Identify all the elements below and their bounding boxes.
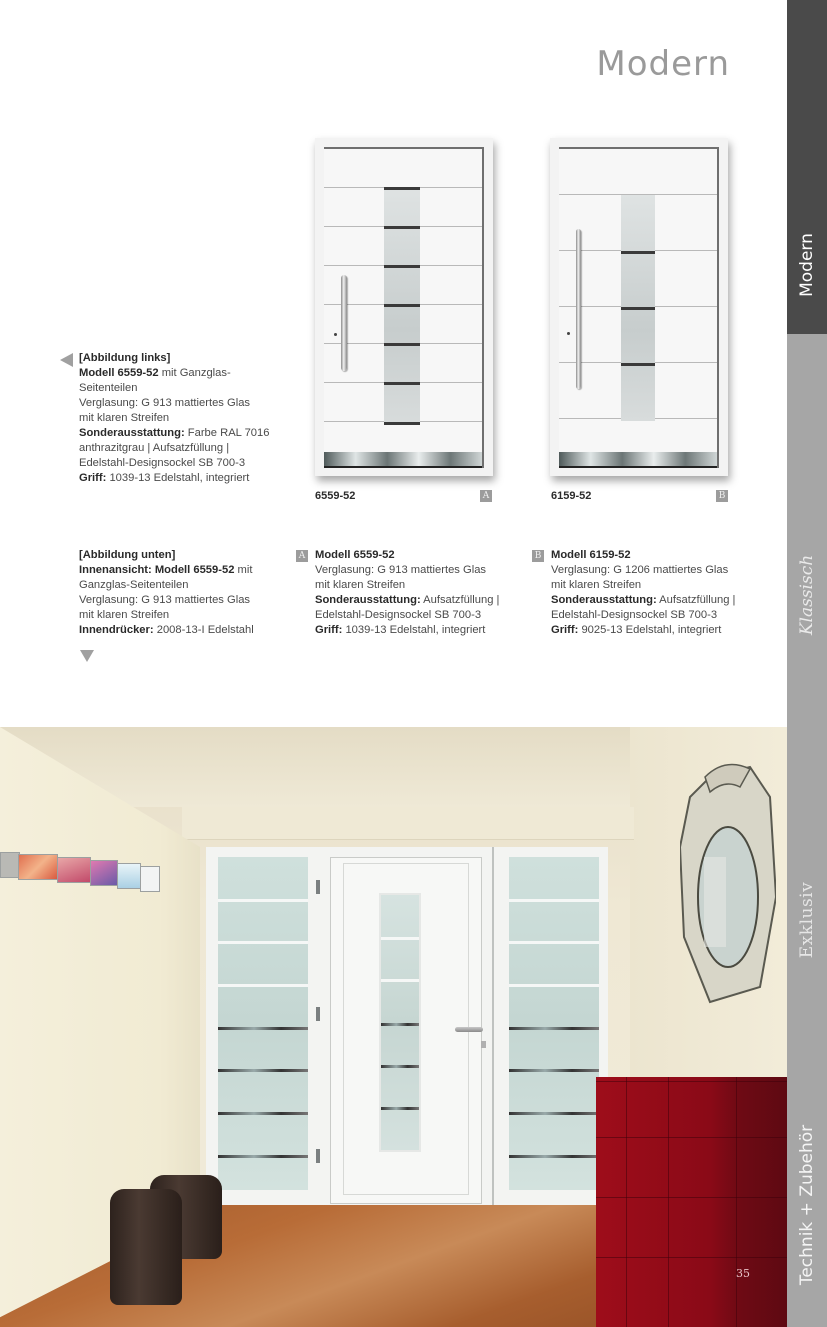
caption-heading: [Abbildung unten] xyxy=(79,549,176,561)
caption-text: Farbe RAL 7016 xyxy=(184,427,270,439)
picture-shelf xyxy=(0,852,165,878)
caption-text: Verglasung: G 913 mattiertes Glas xyxy=(79,594,251,606)
badge-a-desc: A xyxy=(296,550,308,562)
caption-text: Verglasung: G 913 mattiertes Glas xyxy=(79,397,251,409)
door-image-6559-52 xyxy=(315,138,493,476)
caption-label: Griff: xyxy=(315,624,343,636)
entrance-door-frame xyxy=(206,847,608,1207)
hinge xyxy=(316,1149,320,1163)
caption-left xyxy=(79,351,279,486)
caption-text: 1039-13 Edelstahl, integriert xyxy=(106,472,250,484)
caption-label: Innendrücker: xyxy=(79,624,154,636)
model-b-description xyxy=(551,548,766,638)
caption-text: Edelstahl-Designsockel SB 700-3 xyxy=(315,609,482,621)
page-title: Modern xyxy=(596,44,730,84)
door-label-b: 6159-52 xyxy=(551,490,592,502)
caption-label: Griff: xyxy=(79,472,107,484)
page-number: 35 xyxy=(736,1267,750,1280)
caption-text: mit xyxy=(234,564,253,576)
door-handle xyxy=(576,229,581,389)
tab-technik-label: Technik + Zubehör xyxy=(797,1124,817,1286)
caption-text: mit klaren Streifen xyxy=(551,579,642,591)
model-b-title: Modell 6159-52 xyxy=(551,549,631,561)
sidelight-left xyxy=(218,857,308,1190)
lock-cylinder xyxy=(481,1041,486,1048)
caption-text: Verglasung: G 913 mattiertes Glas xyxy=(315,564,487,576)
model-a-title: Modell 6559-52 xyxy=(315,549,395,561)
glass-strip xyxy=(621,195,655,421)
caption-text: Aufsatzfüllung | xyxy=(656,594,736,606)
caption-label: Sonderausstattung: xyxy=(551,594,657,606)
door-label-a: 6559-52 xyxy=(315,490,356,502)
caption-text: Edelstahl-Designsockel SB 700-3 xyxy=(79,457,246,469)
badge-b: B xyxy=(716,490,728,502)
hinge xyxy=(316,1007,320,1021)
tab-modern-label: Modern xyxy=(797,233,818,297)
caption-text: 9025-13 Edelstahl, integriert xyxy=(578,624,722,636)
caption-label: Griff: xyxy=(551,624,579,636)
caption-text: Verglasung: G 1206 mattiertes Glas xyxy=(551,564,729,576)
caption-label: Sonderausstattung: xyxy=(315,594,421,606)
tab-exklusiv[interactable] xyxy=(787,860,827,980)
keyhole xyxy=(334,333,337,336)
caption-text: anthrazitgrau | Aufsatzfüllung | xyxy=(79,442,230,454)
caption-text: 1039-13 Edelstahl, integriert xyxy=(342,624,486,636)
caption-text: Ganzglas-Seitenteilen xyxy=(79,579,189,591)
caption-text: mit klaren Streifen xyxy=(79,609,170,621)
door-handle xyxy=(341,275,347,371)
sidelight-right xyxy=(509,857,599,1190)
decorative-mirror xyxy=(680,757,776,1007)
triangle-down-icon xyxy=(80,650,94,662)
door-leaf xyxy=(324,147,484,468)
tab-klassisch[interactable] xyxy=(787,530,827,660)
tab-technik-zubehoer[interactable] xyxy=(787,1120,827,1290)
kick-plate xyxy=(559,452,717,468)
keyhole xyxy=(567,332,570,335)
caption-text: mit Ganzglas- xyxy=(158,367,231,379)
caption-text: Aufsatzfüllung | xyxy=(420,594,500,606)
section-sidebar xyxy=(787,0,827,1327)
interior-photo xyxy=(0,727,787,1327)
caption-model: Innenansicht: Modell 6559-52 xyxy=(79,564,235,576)
badge-b-desc: B xyxy=(532,550,544,562)
door-leaf xyxy=(559,147,719,468)
badge-a: A xyxy=(480,490,492,502)
tab-exklusiv-label: Exklusiv xyxy=(797,881,818,959)
front-door xyxy=(330,857,482,1204)
door-lintel xyxy=(182,807,634,840)
caption-label: Sonderausstattung: xyxy=(79,427,185,439)
door-glass xyxy=(379,893,421,1152)
caption-below xyxy=(79,548,284,638)
caption-text: Edelstahl-Designsockel SB 700-3 xyxy=(551,609,718,621)
door-image-6159-52 xyxy=(550,138,728,476)
triangle-left-icon xyxy=(60,353,73,367)
tab-klassisch-label: Klassisch xyxy=(797,554,818,636)
caption-text: Seitenteilen xyxy=(79,382,138,394)
red-cabinet xyxy=(596,1077,787,1327)
tab-modern[interactable] xyxy=(787,200,827,330)
door-lever xyxy=(455,1027,483,1032)
caption-text: mit klaren Streifen xyxy=(315,579,406,591)
hinge xyxy=(316,880,320,894)
kick-plate xyxy=(324,452,482,468)
caption-model: Modell 6559-52 xyxy=(79,367,159,379)
model-a-description xyxy=(315,548,530,638)
stool-front xyxy=(110,1189,182,1305)
caption-text: mit klaren Streifen xyxy=(79,412,170,424)
glass-strip xyxy=(384,187,420,425)
caption-heading: [Abbildung links] xyxy=(79,352,171,364)
caption-text: 2008-13-I Edelstahl xyxy=(153,624,254,636)
